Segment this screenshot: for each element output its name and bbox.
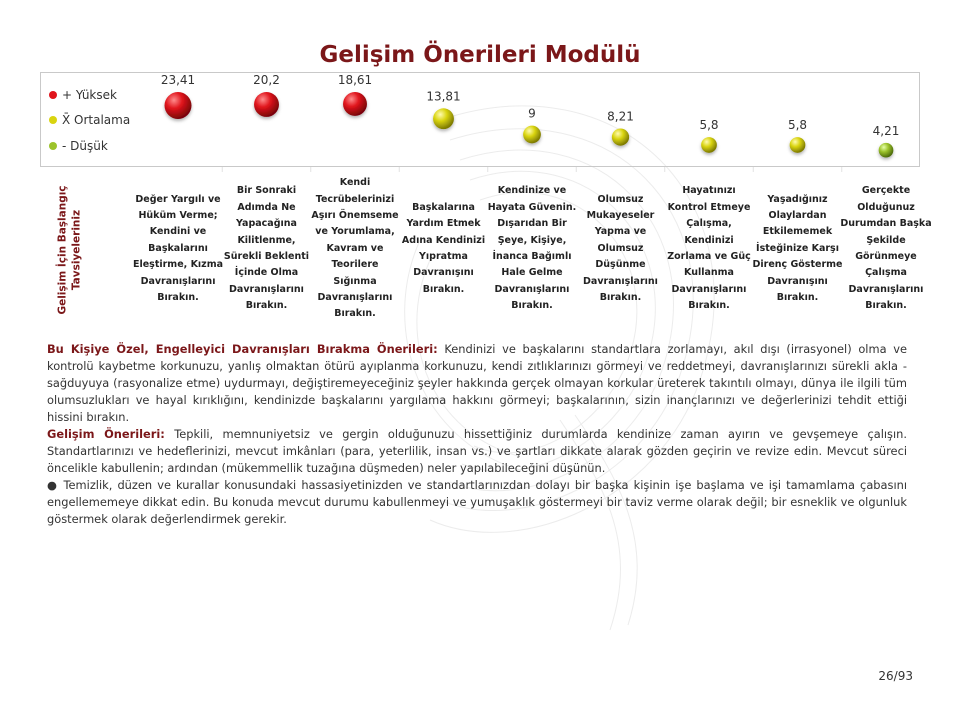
paragraph-3	[47, 477, 907, 528]
score-chart	[40, 72, 920, 172]
score-ball	[254, 92, 279, 117]
score-ball	[701, 137, 717, 153]
score-ball	[879, 143, 894, 158]
value-label: 9	[528, 106, 536, 121]
paragraph-3-body: ● Temizlik, düzen ve kurallar konusundaki hassasiyetinizden ve standartlarınızdan dolayı bir başka kişinin işe başlama ve işi tamamlama çabasını engellememeye dikkat edin. Bu konuda mevcut durumu kabullenmeyi ve yumuşaklık göstermeyi bir taviz verme olarak değil; bir esneklik ve olgunluk göstermek olarak değerlendirmek gerekir.	[47, 478, 907, 526]
category-label: Başkalarına Yardım Etmek Adına Kendinizi Yıpratma Davranışını Bırakın.	[401, 201, 486, 295]
legend-marker	[49, 142, 57, 150]
category-label: Yaşadığınız Olaylardan Etkilememek İsteğinize Karşı Direnç Gösterme Davranışını Bırakın.	[752, 193, 843, 304]
legend-label: + Yüksek	[62, 87, 117, 102]
score-ball	[523, 126, 541, 144]
score-ball	[790, 137, 806, 153]
value-label: 20,2	[253, 73, 280, 87]
legend-item	[49, 108, 130, 134]
category-label: Değer Yargılı ve Hüküm Verme; Kendini ve Başkalarını Eleştirme, Kızma Davranışlarını Bırakın.	[132, 193, 224, 304]
legend	[49, 82, 130, 159]
value-label: 8,21	[607, 109, 634, 124]
header-label: Gelişim İçin Başlangıç Tavsiyeleriniz	[57, 185, 83, 315]
score-ball	[612, 128, 629, 145]
score-ball	[343, 92, 367, 116]
category-label: Kendi Tecrübelerinizi Aşırı Önemseme ve Yorumlama, Kavram ve Teorilere Sığınma Davranışlarını Bırakın.	[311, 177, 399, 320]
value-label: 4,21	[872, 123, 900, 138]
category-label: Bir Sonraki Adımda Ne Yapacağına Kilitlenme, Sürekli Beklenti İçinde Olma Davranışlarını Bırakın.	[223, 185, 310, 312]
value-label: 5,8	[699, 118, 719, 133]
paragraph-1	[47, 341, 907, 426]
page-title: Gelişim Önerileri Modülü	[319, 42, 641, 68]
paragraph-1-heading: Bu Kişiye Özel, Engelleyici Davranışları Bırakma Önerileri:	[47, 342, 438, 356]
score-ball	[165, 92, 192, 119]
value-label: 23,41	[160, 73, 196, 87]
legend-item	[49, 82, 130, 108]
value-label: 13,81	[426, 89, 461, 104]
recommendation-text	[47, 341, 907, 528]
legend-marker	[49, 91, 57, 99]
chart-header-cell	[58, 180, 82, 320]
legend-marker	[49, 116, 57, 124]
paragraph-2-heading: Gelişim Önerileri:	[47, 427, 165, 441]
legend-label: X̄ Ortalama	[62, 113, 131, 128]
value-label: 5,8	[787, 118, 808, 133]
category-label: Gerçekte Olduğunuz Durumdan Başka Şekilde Görünmeye Çalışma Davranışlarını Bırakın.	[840, 185, 932, 312]
score-ball	[433, 108, 454, 129]
legend-label: - Düşük	[62, 138, 108, 153]
paragraph-2-body: Tepkili, memnuniyetsiz ve gergin olduğunuzu hissettiğiniz durumlarda kendinize zaman ayırın ve gevşemeye çalışın. Standartlarınızı ve hedeflerinizi, mevcut imkânları (para, yeterlilik, insan vs.) ve şartları dikkate alarak gözden geçirin ve revize edin. Mevcut süreci öncelikle kabullenin; ardından (mükemmellik tuzağına düşmeden) neler yapılabileceğini düşünün.	[47, 427, 907, 475]
category-label: Olumsuz Mukayeseler Yapma ve Olumsuz Düşünme Davranışlarını Bırakın.	[583, 193, 658, 304]
paragraph-1-body: Kendinizi ve başkalarını standartlara zorlamayı, akıl dışı (irrasyonel) olma ve kontrolü kaybetme korkunuzu, yanlış olmaktan ötürü ayıplanma korkunuzu, kendi zıtlıklarınızı görmeyi ve reddetmeyi, davranışlarınızı sürekli akla -sağduyuya (rasyonalize etme) uydurmayı, değiştiremeyeceğiniz şeyler hakkında gerçek olmayan korkular üreterek takıntılı olmayı, dünya ile ilgili tüm olumsuzlukları ve hayal kırıklığını, kendinizde başkalarını yargılama hakkını görmeyi; başkalarının, sizin inançlarınızı ve değerlerinizi tehdit ettiği hissini bırakın.	[47, 342, 907, 424]
category-label: Kendinize ve Hayata Güvenin. Dışarıdan Bir Şeye, Kişiye, İnanca Bağımlı Hale Gelme Davranışlarını Bırakın.	[487, 185, 577, 312]
value-label: 18,61	[337, 73, 373, 87]
category-label: Hayatınızı Kontrol Etmeye Çalışma, Kendinizi Zorlama ve Güç Kullanma Davranışlarını Bırakın.	[667, 185, 751, 312]
page-number: 26/93	[878, 669, 913, 683]
legend-item	[49, 133, 130, 159]
paragraph-2	[47, 426, 907, 477]
